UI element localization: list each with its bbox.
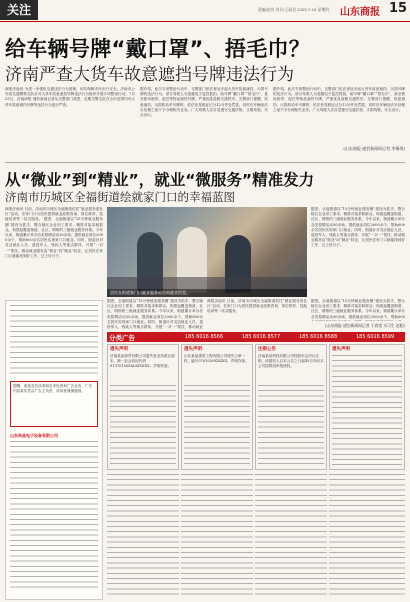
- story2-body-text-lower2: 据悉，全福街道以“15分钟就业服务圈”建设为抓手，整合辖区企业用工需求，精准对接求职群众，构建起覆盖街道、社区、网格的三级就业服务体系。今年以来，街道累计举办各类招聘活动30余场，提供就业岗位2000余个，帮助600: [311, 299, 405, 319]
- classified-lower-lines: [107, 474, 179, 598]
- story2-lead-text-lower: 商报济南讯 日前，济南市历城区全福街道依托“就业服务进社区”活动，在家门口为居民提供就业政策咨询、岗位推荐、技能培训等一站式服务。: [207, 299, 307, 314]
- divider: [5, 162, 405, 163]
- notice-lines: [184, 385, 250, 467]
- classified-lower-lines: [329, 474, 405, 598]
- phone-4: 185 6016 8599: [356, 334, 395, 340]
- story1-credit: (山东商报·速豹新闻网记者 李瑞琪): [343, 146, 405, 151]
- story2-lower-col3: [311, 299, 405, 321]
- notice-text: 济南某某科技有限公司经股东会决议注销，请债权人自本公告之日起45日内向本公司清算组申报债权。: [258, 354, 324, 368]
- left-ad-lines-2: [10, 441, 98, 591]
- phone-2: 185 6016 8577: [242, 334, 281, 340]
- notice-title: 遗失声明: [332, 347, 350, 352]
- story1-lead: [5, 87, 135, 155]
- notice-text: 济南某某商贸有限公司遗失营业执照正副本，统一社会信用代码91370100MA3XXXXX，声明作废。: [110, 354, 175, 368]
- story2-lead: [5, 207, 103, 297]
- classified-grid: [107, 344, 405, 600]
- left-ad-note-text: 提醒：欢迎各位读者朋友来电咨询广告业务，广告内容真实性由广告主负责，请读者谨慎甄别。: [13, 384, 93, 393]
- notice-box: [329, 344, 405, 470]
- masthead: [0, 0, 410, 22]
- story2-subhead: 济南市历城区全福街道绘就家门口的幸福蓝图: [5, 190, 235, 204]
- notice-title: 遗失声明: [110, 347, 128, 352]
- section-tag: 关注: [0, 0, 38, 20]
- notice-box: [107, 344, 179, 470]
- notice-lines: [258, 385, 324, 467]
- left-ad-lines: [10, 305, 98, 375]
- story1-headline: 给车辆号牌“戴口罩”、捂毛巾？: [5, 37, 311, 61]
- page-number: 15: [389, 1, 408, 16]
- paper-name: 山东商报: [340, 7, 380, 18]
- story2-headline: 从“微业”到“精业”，就业“微服务”精准发力: [5, 171, 315, 189]
- story2-body-text-lower: 据悉，全福街道以“15分钟就业服务圈”建设为抓手，整合辖区企业用工需求，精准对接求职群众，构建起覆盖街道、社区、网格的三级就业服务体系。今年以来，街道累计举办各类招聘活动30余场，提供就业岗位2000余个，帮助600余名居民实现家门口就业。同时，街道针对灵活就业人员、退役军人、残疾人等重点群体，开展“一对一”帮扶，推动就业: [107, 299, 203, 329]
- masthead-meta: 责编/赵亮 设计/王丽君 2025.7.24 星期四: [258, 7, 330, 12]
- story1-body-col2: [140, 87, 268, 155]
- notice-box: [255, 344, 327, 470]
- left-ad-company: 山东尚品电子设备有限公司: [10, 433, 58, 438]
- notice-lines: [332, 355, 402, 467]
- story2-col3: [311, 207, 405, 297]
- classified-lower-lines: [255, 474, 327, 598]
- story1-body-text-cont: 据介绍，此次专项整治行动中，交警部门依法查处多起大货车故意遮挡、污损号牌的违法行为。部分驾驶人为逃避电子监控抓拍，给号牌“戴口罩”“捂毛巾”，甚至使用胶带、泥巴等物品遮挡号牌，严重扰乱道路交通秩序。交警部门提醒，故意遮挡、污损机动车号牌的，依法处驾驶证记分12分并处罚款，同时在车辆违法未处理之前不予办理相关业务。广大驾驶人应自觉遵守交通法规，文明驾驶，安全出行。: [273, 87, 405, 112]
- story2-photo: [107, 207, 307, 297]
- phone-3: 185 6016 8588: [299, 334, 338, 340]
- notice-title: 遗失声明: [184, 347, 202, 352]
- classified-label: 分类广告: [109, 334, 135, 342]
- story2-lead-text: 商报济南讯 日前，济南市历城区全福街道依托“就业服务进社区”活动，在家门口为居民提供就业政策咨询、岗位推荐、技能培训等一站式服务。: [5, 207, 103, 222]
- notice-text: 山东某某建筑工程有限公司遗失公章一枚，编号3701020XXXXX，声明作废。: [184, 354, 249, 363]
- photo-caption: 居民在街道家门口就业服务站咨询就业信息。: [107, 289, 307, 297]
- story2-body-text: 据悉，全福街道以“15分钟就业服务圈”建设为抓手，整合辖区企业用工需求，精准对接求职群众，构建起覆盖街道、社区、网格的三级就业服务体系。今年以来，街道累计举办各类招聘活动30余场，提供就业岗位2000余个，帮助600余名居民实现家门口就业。同时，街道针对灵活就业人员、退役军人、残疾人等重点群体，开展“一对一”帮扶，推动就业服务由“微业”向“精业”转变，让居民在家门口就能找到好工作、过上好日子。: [5, 217, 103, 258]
- notice-box: [181, 344, 253, 470]
- story1-body-col3: [273, 87, 405, 143]
- left-ad-note: [10, 381, 98, 427]
- notice-lines: [110, 385, 176, 467]
- story2-credit: (山东商报·速豹新闻网记者 于春雷 实习生 赵阳): [325, 323, 405, 328]
- phone-1: 185 6016 8566: [185, 334, 224, 340]
- story2-body-text-cont: 据悉，全福街道以“15分钟就业服务圈”建设为抓手，整合辖区企业用工需求，精准对接求职群众，构建起覆盖街道、社区、网格的三级就业服务体系。今年以来，街道累计举办各类招聘活动30余场，提供就业岗位2000余个，帮助600余名居民实现家门口就业。同时，街道针对灵活就业人员、退役军人、残疾人等重点群体，开展“一对一”帮扶，推动就业服务由“微业”向“精业”转变，让居民在家门口就能找到好工作、过上好日子。: [311, 207, 405, 248]
- masthead-rule: [0, 21, 410, 22]
- classified-lower-lines: [181, 474, 253, 598]
- story2-lower-col1: [107, 299, 203, 329]
- notice-title: 注销公告: [258, 347, 276, 352]
- story1-lead-text: 商报济南讯 为进一步强化交通违法行为管理，切实保障市民出行安全，济南市公安局交通警察支队针对大货车故意遮挡号牌违法行为组织开展专项整治行动。7月23日，济南商报·速豹新闻记者从交警部门获悉，近期交警支队在全市范围内对大货车故意遮挡号牌等违法行为进行严查。: [5, 87, 135, 107]
- classified-banner: [107, 332, 405, 342]
- story1-subhead: 济南严查大货车故意遮挡号牌违法行为: [5, 65, 294, 85]
- story2-lower-col2: [207, 299, 307, 329]
- left-ad-block: [5, 300, 103, 600]
- story1-body-text: 据介绍，此次专项整治行动中，交警部门依法查处多起大货车故意遮挡、污损号牌的违法行为。部分驾驶人为逃避电子监控抓拍，给号牌“戴口罩”“捂毛巾”，甚至使用胶带、泥巴等物品遮挡号牌，严重扰乱道路交通秩序。交警部门提醒，故意遮挡、污损机动车号牌的，依法处驾驶证记分12分并处罚款，同时在车辆违法未处理之前不予办理相关业务。广大驾驶人应自觉遵守交通法规，文明驾驶，安全出行。: [140, 87, 268, 118]
